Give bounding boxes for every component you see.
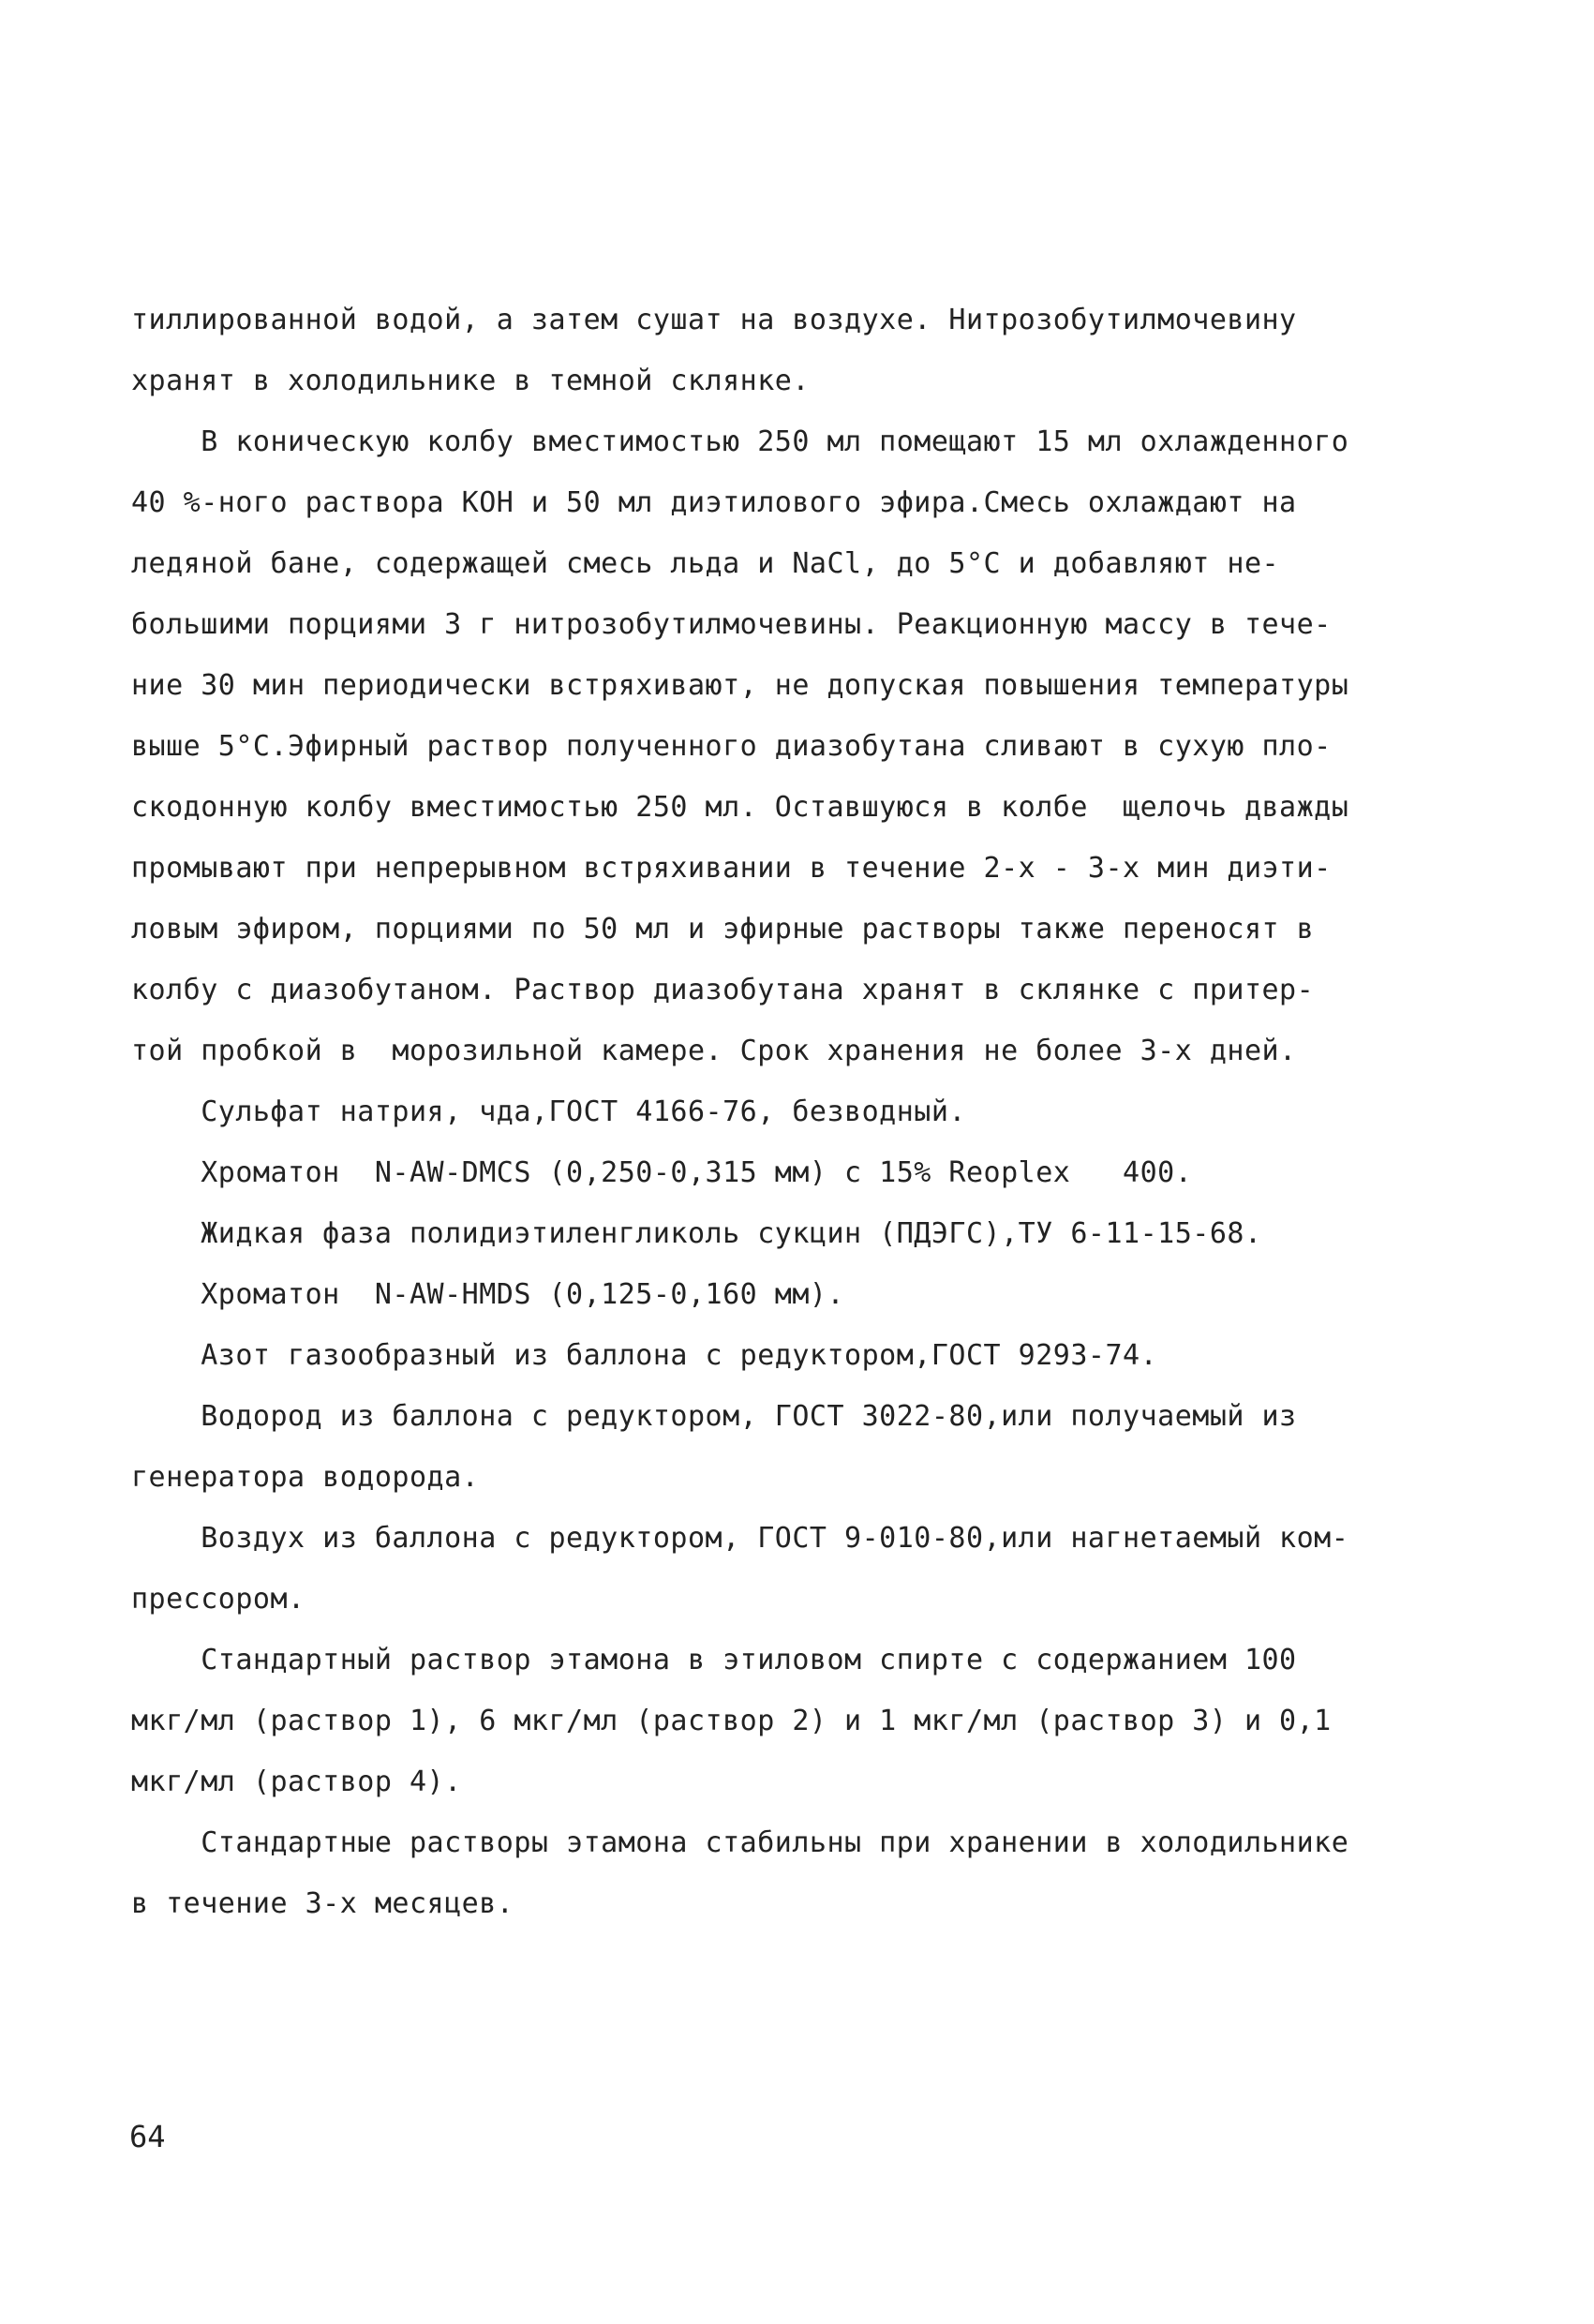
text-line: той пробкой в морозильной камере. Срок хранения не более 3-х дней.: [131, 1035, 1297, 1067]
text-line: выше 5°С.Эфирный раствор полученного диазобутана сливают в сухую пло-: [131, 730, 1332, 763]
page-number: 64: [129, 2119, 166, 2154]
text-line: колбу с диазобутаном. Раствор диазобутана хранят в склянке с притер-: [131, 974, 1315, 1006]
text-line: Азот газообразный из баллона с редуктором,ГОСТ 9293-74.: [131, 1339, 1158, 1372]
text-line: Стандартный раствор этамона в этиловом спирте с содержанием 100: [131, 1644, 1297, 1676]
text-line: в течение 3-х месяцев.: [131, 1887, 514, 1920]
text-line: промывают при непрерывном встряхивании в течение 2-х - 3-х мин диэти-: [131, 852, 1332, 885]
text-line: Хроматон N-AW-DMCS (0,250-0,315 мм) с 15% Reoplex 400.: [131, 1156, 1193, 1189]
text-line: ние 30 мин периодически встряхивают, не допуская повышения температуры: [131, 669, 1349, 702]
text-line: ловым эфиром, порциями по 50 мл и эфирные растворы также переносят в: [131, 913, 1315, 946]
text-line: мкг/мл (раствор 4).: [131, 1765, 462, 1798]
text-line: 40 %-ного раствора КОН и 50 мл диэтилового эфира.Смесь охлаждают на: [131, 486, 1297, 519]
text-line: большими порциями 3 г нитрозобутилмочевины. Реакционную массу в тече-: [131, 608, 1332, 641]
text-line: мкг/мл (раствор 1), 6 мкг/мл (раствор 2) и 1 мкг/мл (раствор 3) и 0,1: [131, 1705, 1332, 1737]
text-line: генератора водорода.: [131, 1461, 480, 1494]
text-line: хранят в холодильнике в темной склянке.: [131, 365, 810, 397]
text-line: Хроматон N-AW-HMDS (0,125-0,160 мм).: [131, 1278, 845, 1311]
text-line: тиллированной водой, а затем сушат на воздухе. Нитрозобутилмочевину: [131, 304, 1297, 336]
text-line: скодонную колбу вместимостью 250 мл. Оставшуюся в колбе щелочь дважды: [131, 791, 1349, 824]
text-line: Воздух из баллона с редуктором, ГОСТ 9-010-80,или нагнетаемый ком-: [131, 1522, 1349, 1555]
text-line: Сульфат натрия, чда,ГОСТ 4166-76, безводный.: [131, 1095, 966, 1128]
text-line: В коническую колбу вместимостью 250 мл помещают 15 мл охлажденного: [131, 425, 1349, 458]
text-line: Стандартные растворы этамона стабильны при хранении в холодильнике: [131, 1826, 1349, 1859]
text-line: Жидкая фаза полидиэтиленгликоль сукцин (ПДЭГС),ТУ 6-11-15-68.: [131, 1217, 1262, 1250]
text-line: ледяной бане, содержащей смесь льда и NaCl, до 5°С и добавляют не-: [131, 547, 1280, 580]
text-line: Водород из баллона с редуктором, ГОСТ 3022-80,или получаемый из: [131, 1400, 1297, 1433]
text-line: прессором.: [131, 1583, 305, 1616]
